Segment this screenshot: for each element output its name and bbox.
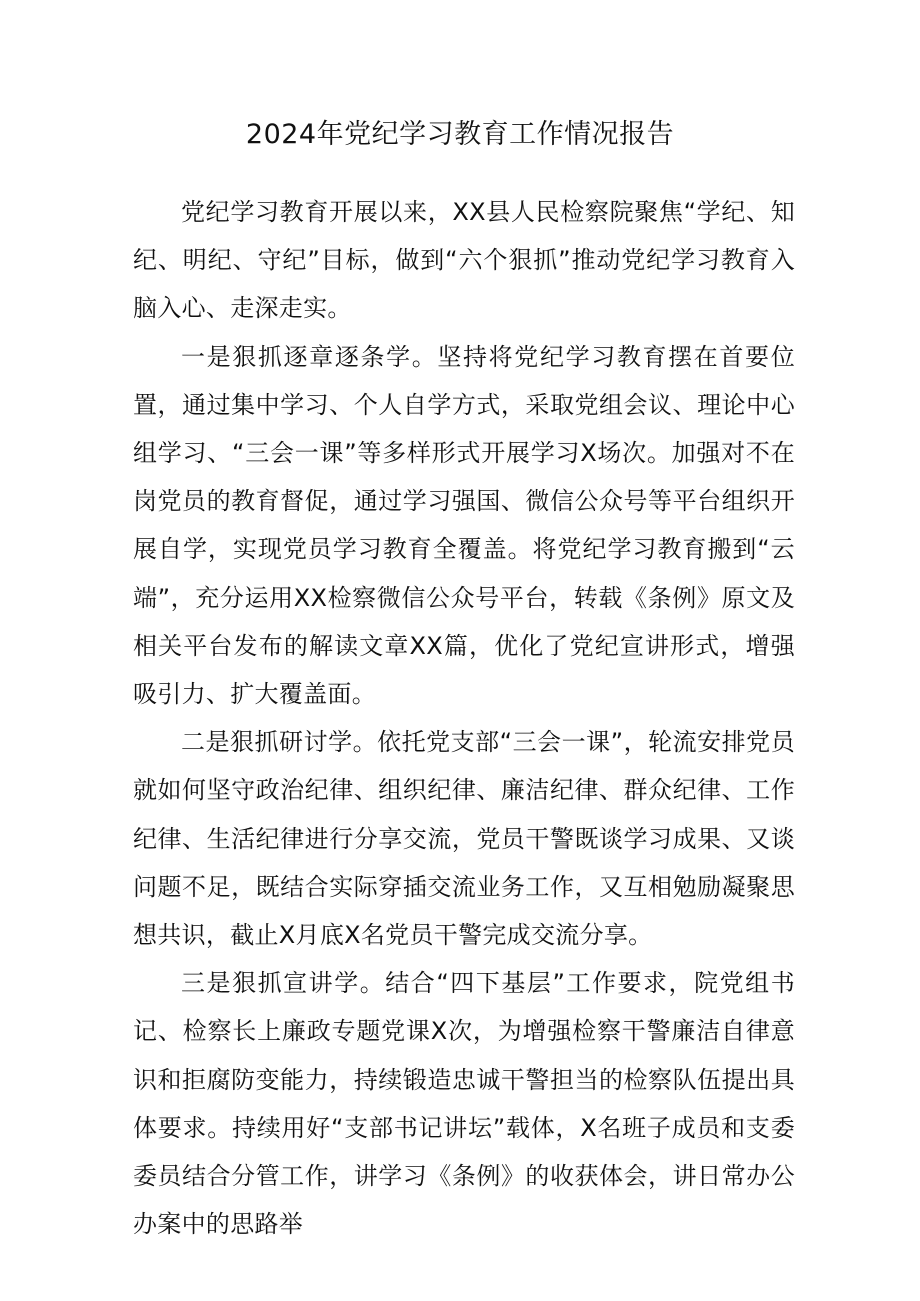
paragraph-intro: 党纪学习教育开展以来，XX县人民检察院聚焦“学纪、知纪、明纪、守纪”目标，做到“六个狠抓”推动党纪学习教育入脑入心、走深走实。: [133, 198, 795, 323]
paragraph-section-2: 二是狠抓研讨学。依托党支部“三会一课”，轮流安排党员就如何坚守政治纪律、组织纪律、廉洁纪律、群众纪律、工作纪律、生活纪律进行分享交流，党员干警既谈学习成果、又谈问题不足，既结合实际穿插交流业务工作，又互相勉励凝聚思想共识，截止X月底X名党员干警完成交流分享。: [133, 728, 795, 950]
document-body: [133, 188, 795, 1248]
paragraph-section-1: 一是狠抓逐章逐条学。坚持将党纪学习教育摆在首要位置，通过集中学习、个人自学方式，采取党组会议、理论中心组学习、“三会一课”等多样形式开展学习X场次。加强对不在岗党员的教育督促，通过学习强国、微信公众号等平台组织开展自学，实现党员学习教育全覆盖。将党纪学习教育搬到“云端”，充分运用XX检察微信公众号平台，转载《条例》原文及相关平台发布的解读文章XX篇，优化了党纪宣讲形式，增强吸引力、扩大覆盖面。: [133, 342, 795, 709]
paragraph-section-3: 三是狠抓宣讲学。结合“四下基层”工作要求，院党组书记、检察长上廉政专题党课X次，为增强检察干警廉洁自律意识和拒腐防变能力，持续锻造忠诚干警担当的检察队伍提出具体要求。持续用好“支部书记讲坛”载体，X名班子成员和支委委员结合分管工作，讲学习《条例》的收获体会，讲日常办公办案中的思路举: [133, 969, 795, 1239]
document-title: 2024年党纪学习教育工作情况报告: [245, 119, 675, 150]
